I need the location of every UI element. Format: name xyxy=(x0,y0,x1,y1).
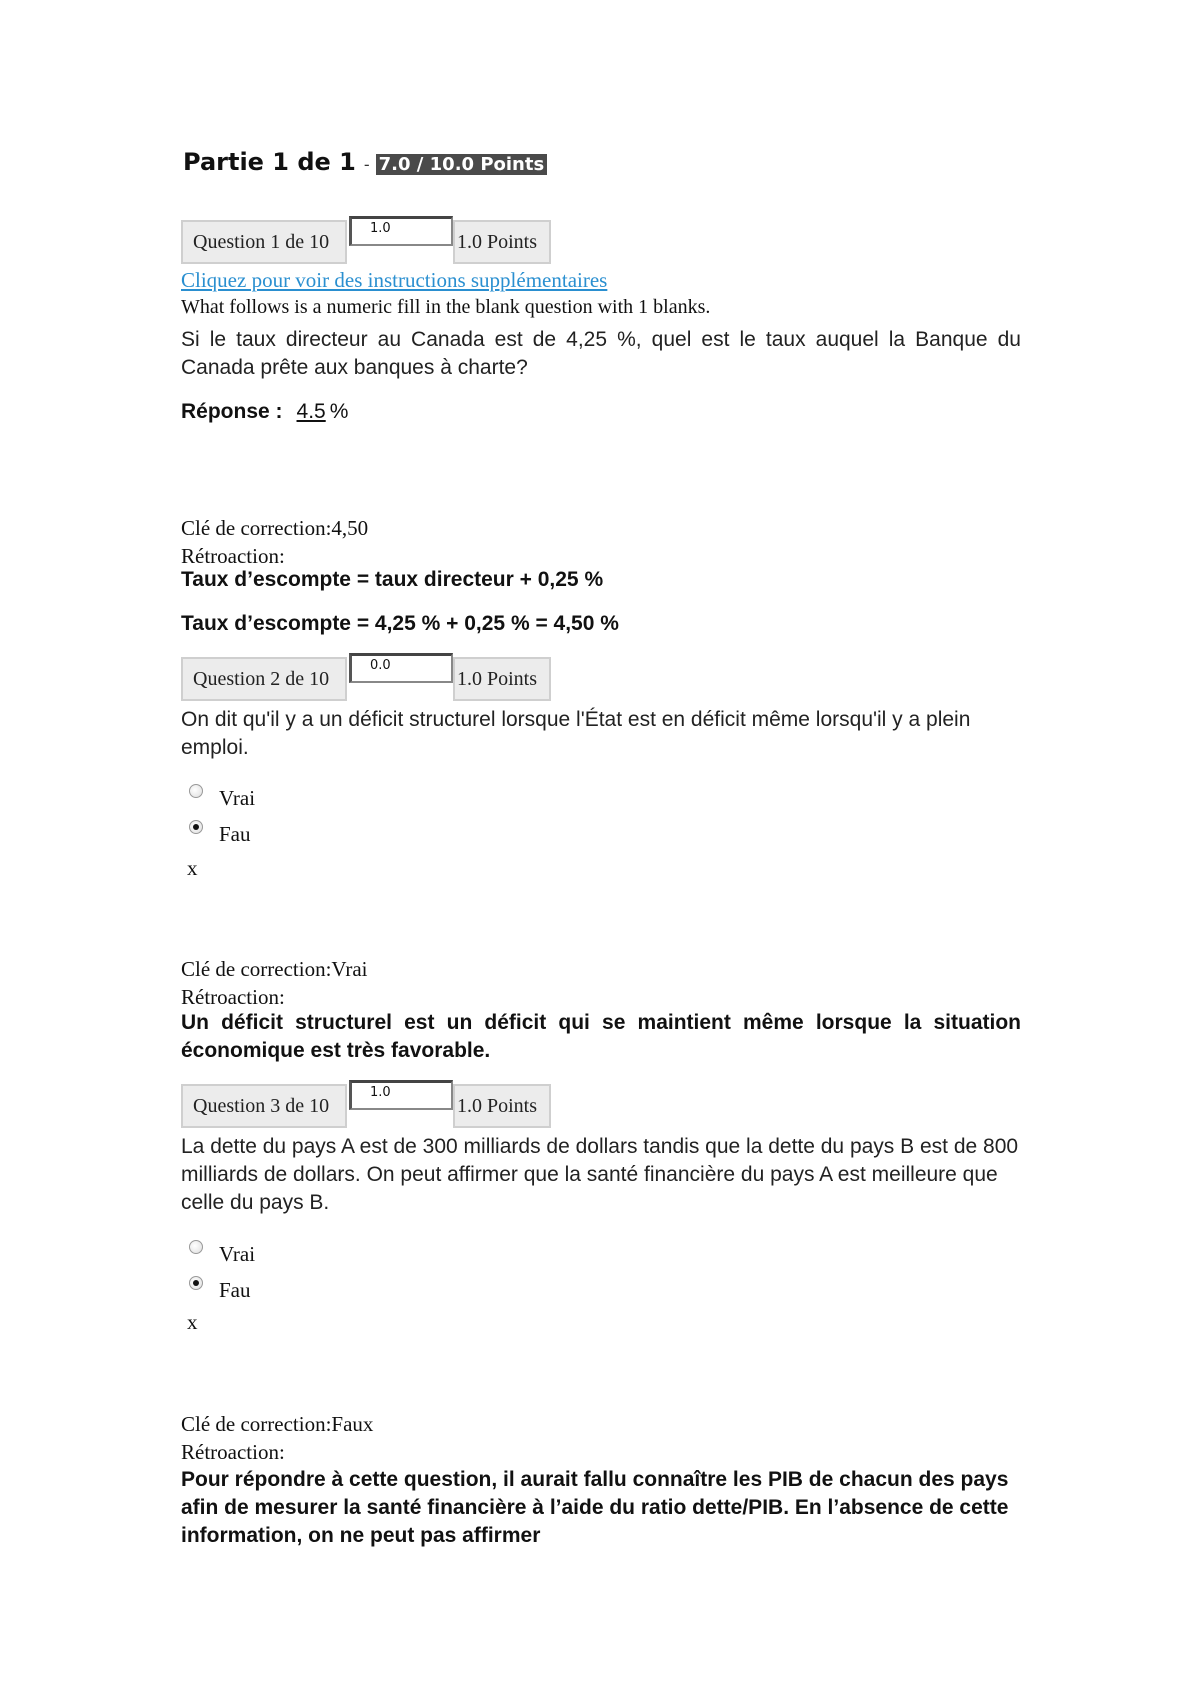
question-3-option-fau[interactable]: Fau xyxy=(189,1278,251,1303)
question-2-correction xyxy=(181,955,1021,1011)
question-1-correction xyxy=(181,514,1021,570)
part-header xyxy=(183,148,547,176)
question-3-header xyxy=(181,1080,551,1128)
question-3-label: Question 3 de 10 xyxy=(181,1084,347,1128)
question-1-instructions: What follows is a numeric fill in the blank question with 1 blanks. xyxy=(181,296,711,318)
question-3-correction xyxy=(181,1410,1021,1466)
radio-checked-icon[interactable] xyxy=(189,820,203,834)
question-2-feedback: Un déficit structurel est un déficit qui se maintient même lorsque la situation économique est très favorable. xyxy=(181,1011,1021,1062)
question-3-feedback: Pour répondre à cette question, il aurait fallu connaître les PIB de chacun des pays afin de mesurer la santé financière à l’aide du ratio dette/PIB. En l’absence de cette information, on ne peut pas affirmer xyxy=(181,1468,1009,1547)
header-separator: - xyxy=(363,155,370,174)
question-3-points: 1.0 Points xyxy=(453,1084,551,1128)
question-1-points: 1.0 Points xyxy=(453,220,551,264)
question-1-header xyxy=(181,216,551,264)
incorrect-mark: x xyxy=(187,856,198,880)
radio-checked-icon[interactable] xyxy=(189,1276,203,1290)
question-2-header xyxy=(181,653,551,701)
answer-label: Réponse : xyxy=(181,400,283,423)
question-3-score-field[interactable]: 1.0 xyxy=(349,1080,453,1110)
question-1-body xyxy=(181,268,1021,321)
feedback-label: Rétroaction: xyxy=(181,1440,285,1464)
instructions-link[interactable]: Cliquez pour voir des instructions supplémentaires xyxy=(181,268,608,292)
correction-key: Clé de correction:4,50 xyxy=(181,516,369,540)
feedback-label: Rétroaction: xyxy=(181,985,285,1009)
question-1-feedback-2: Taux d’escompte = 4,25 % + 0,25 % = 4,50 % xyxy=(181,612,619,635)
question-1-answer xyxy=(181,400,1021,424)
feedback-label: Rétroaction: xyxy=(181,544,285,568)
question-2-points: 1.0 Points xyxy=(453,657,551,701)
question-1-text: Si le taux directeur au Canada est de 4,25 %, quel est le taux auquel la Banque du Canada prête aux banques à charte? xyxy=(181,328,1021,379)
correction-key: Clé de correction:Faux xyxy=(181,1412,374,1436)
radio-unchecked-icon[interactable] xyxy=(189,1240,203,1254)
question-2-text: On dit qu'il y a un déficit structurel lorsque l'État est en déficit même lorsqu'il y a plein emploi. xyxy=(181,708,971,759)
answer-value: 4.5 xyxy=(296,400,326,423)
question-3-text: La dette du pays A est de 300 milliards de dollars tandis que la dette du pays B est de 800 milliards de dollars. On peut affirmer que la santé financière du pays A est meilleure que celle du pays B. xyxy=(181,1135,1019,1214)
question-1-label: Question 1 de 10 xyxy=(181,220,347,264)
answer-unit: % xyxy=(329,400,349,423)
question-2-option-fau[interactable]: Fau xyxy=(189,822,251,847)
question-1-feedback-1: Taux d’escompte = taux directeur + 0,25 % xyxy=(181,568,604,591)
incorrect-mark: x xyxy=(187,1310,198,1334)
part-title: Partie 1 de 1 xyxy=(183,148,356,176)
question-2-score-field[interactable]: 0.0 xyxy=(349,653,453,683)
part-score-badge: 7.0 / 10.0 Points xyxy=(376,154,548,175)
correction-key: Clé de correction:Vrai xyxy=(181,957,368,981)
question-1-score-field[interactable]: 1.0 xyxy=(349,216,453,246)
radio-unchecked-icon[interactable] xyxy=(189,784,203,798)
question-2-label: Question 2 de 10 xyxy=(181,657,347,701)
question-2-option-vrai[interactable]: Vrai xyxy=(189,786,255,811)
question-3-option-vrai[interactable]: Vrai xyxy=(189,1242,255,1267)
